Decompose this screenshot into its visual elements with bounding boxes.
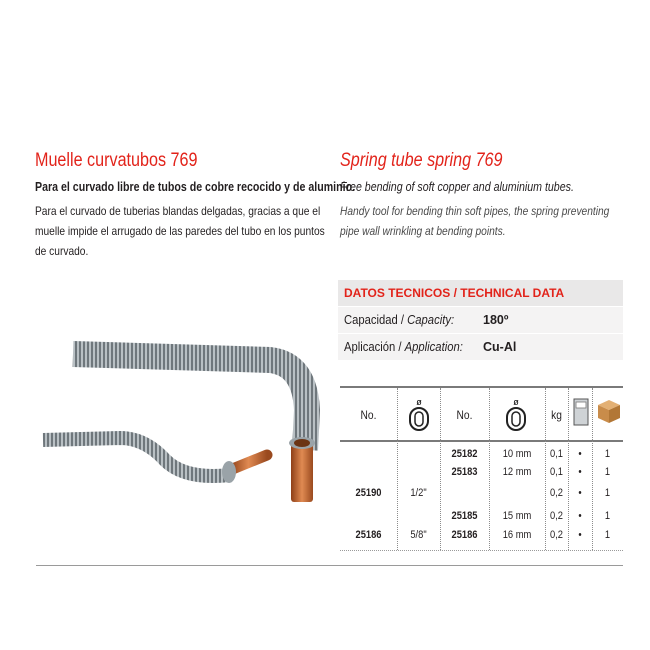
table-cell-inch: 5/8" <box>410 529 427 541</box>
header-kg: kg <box>551 408 562 422</box>
application-value: Cu-Al <box>483 340 517 354</box>
small-copper-tube <box>230 455 267 470</box>
large-copper-tube <box>291 442 313 502</box>
table-cell-no2: 25185 <box>451 510 478 522</box>
small-spring <box>43 438 230 476</box>
table-cell-dot: • <box>578 466 582 478</box>
table-cell-inch: 1/2" <box>410 487 427 499</box>
english-column <box>340 150 630 241</box>
spanish-description: Para el curvado de tuberias blandas delgadas, gracias a que el muelle impide el arrugado de las paredes del tubo en los puntos de curvado. <box>35 204 325 258</box>
table-cell-qty: 1 <box>604 529 611 541</box>
table-cell-kg: 0,2 <box>549 487 563 499</box>
table-cell-qty: 1 <box>604 466 611 478</box>
table-cell-dot: • <box>578 448 582 460</box>
mm-tube-icon <box>503 396 529 437</box>
english-subtitle: Free bending of soft copper and aluminium tubes. <box>340 180 574 194</box>
table-cell-no2: 25182 <box>451 448 478 460</box>
capacity-value: 180º <box>483 313 509 327</box>
table-cell-no2: 25186 <box>451 529 478 541</box>
table-cell-mm: 16 mm <box>502 529 532 541</box>
spring-tube-illustration <box>35 330 365 530</box>
table-cell-mm: 12 mm <box>502 466 532 478</box>
header-no-inch: No. <box>360 408 377 422</box>
table-cell-kg: 0,2 <box>549 529 563 541</box>
technical-data-header: DATOS TECNICOS / TECHNICAL DATA <box>338 280 623 306</box>
table-cell-kg: 0,1 <box>549 466 563 478</box>
header-no-mm: No. <box>456 408 473 422</box>
package-icon <box>573 398 589 431</box>
table-cell-no1: 25186 <box>355 529 382 541</box>
english-title: Spring tube spring 769 <box>340 150 503 171</box>
box-icon <box>597 398 621 429</box>
spanish-subtitle: Para el curvado libre de tubos de cobre recocido y de aluminio. <box>35 180 356 194</box>
footer-divider <box>36 565 623 566</box>
table-cell-dot: • <box>578 529 582 541</box>
table-cell-qty: 1 <box>604 487 611 499</box>
tech-row-application: Aplicación / Application: Cu-Al <box>338 333 623 360</box>
technical-data-box <box>338 280 623 360</box>
table-cell-qty: 1 <box>604 510 611 522</box>
table-cell-mm: 15 mm <box>502 510 532 522</box>
svg-text:ø: ø <box>416 397 422 407</box>
table-cell-qty: 1 <box>604 448 611 460</box>
tech-row-capacity: Capacidad / Capacity: 180º <box>338 306 623 333</box>
spanish-title: Muelle curvatubos 769 <box>35 150 198 171</box>
svg-text:ø: ø <box>513 397 519 407</box>
table-cell-dot: • <box>578 487 582 499</box>
table-cell-no1: 25190 <box>355 487 382 499</box>
table-cell-dot: • <box>578 510 582 522</box>
table-cell-kg: 0,2 <box>549 510 563 522</box>
inch-tube-icon <box>406 396 432 437</box>
table-cell-kg: 0,1 <box>549 448 563 460</box>
english-description: Handy tool for bending thin soft pipes, the spring preventing pipe wall wrinkling at bending points. <box>340 204 610 238</box>
spanish-column <box>35 150 356 261</box>
spec-table <box>340 386 623 551</box>
table-cell-mm: 10 mm <box>502 448 532 460</box>
table-cell-no2: 25183 <box>451 466 478 478</box>
